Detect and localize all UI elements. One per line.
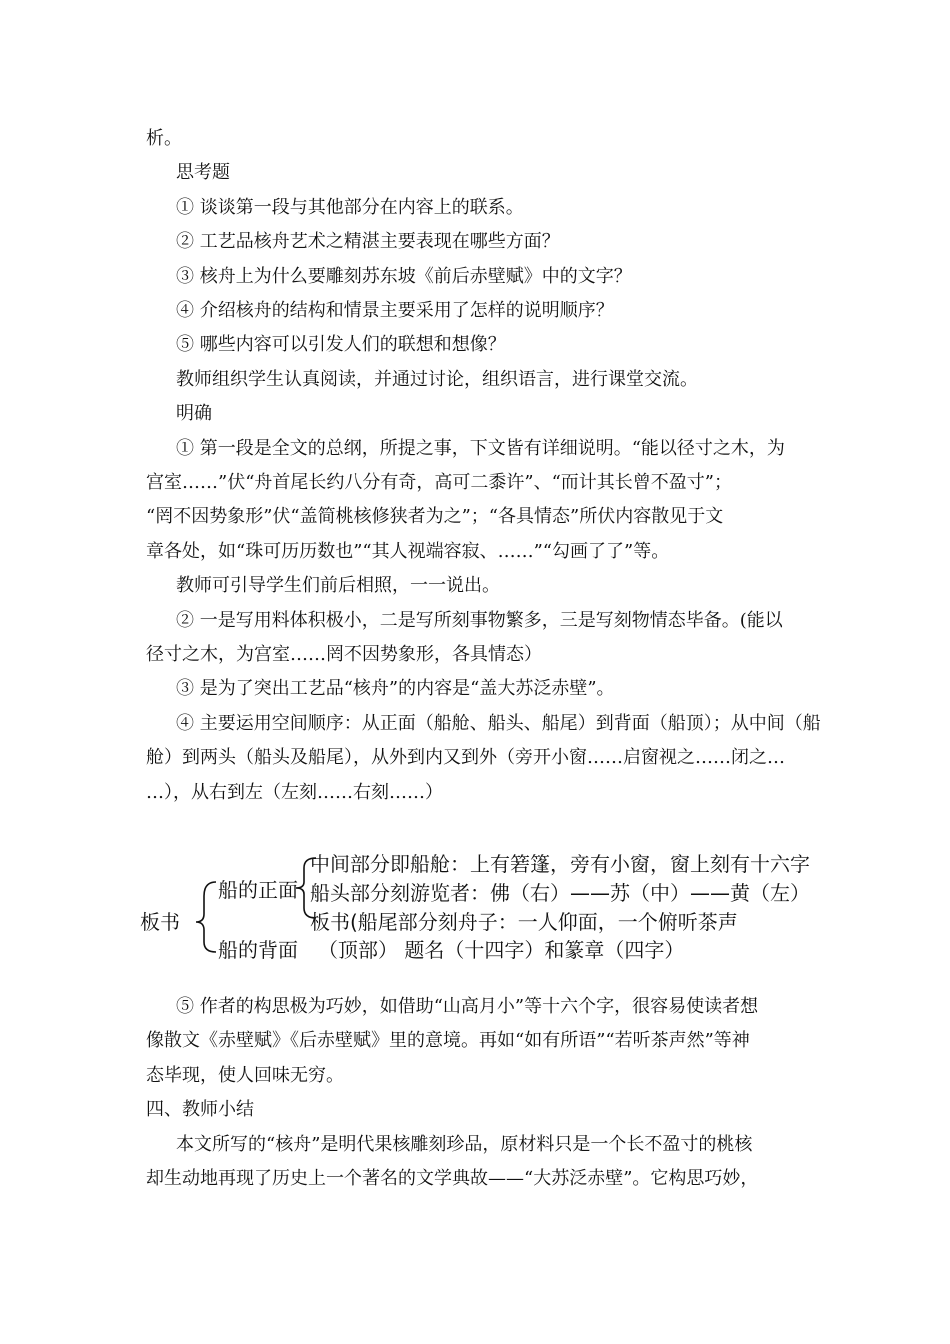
outer-brace: [196, 882, 216, 952]
board-back-item: （顶部） 题名（十四字）和篆章（四字）: [318, 938, 685, 962]
board-front-item: 板书(船尾部分刻舟子：一人仰面，一个俯听茶声: [310, 910, 738, 934]
board-front-label: 船的正面: [218, 878, 298, 902]
text-line: ① 第一段是全文的总纲，所提之事，下文皆有详细说明。“能以径寸之木，为: [176, 437, 785, 459]
text-line: ⑤ 哪些内容可以引发人们的联想和想像？: [176, 334, 506, 356]
board-title: 板书: [140, 910, 180, 934]
text-line: ④ 主要运用空间顺序：从正面（船舱、船头、船尾）到背面（船顶）；从中间（船: [176, 712, 821, 734]
text-line: 析。: [146, 128, 182, 149]
text-line: 舱）到两头（船头及船尾），从外到内又到外（旁开小窗……启窗视之……闭之…: [146, 747, 785, 769]
text-line: 径寸之木，为宫室……罔不因势象形，各具情态）: [146, 644, 542, 665]
text-line: ③ 核舟上为什么要雕刻苏东坡《前后赤壁赋》中的文字？: [176, 265, 632, 287]
text-line: 章各处，如“珠可历历数也”“其人视端容寂、……”“勾画了了”等。: [146, 540, 670, 562]
text-line: “罔不因势象形”伏“盖简桃核修狭者为之”；“各具情态”所伏内容散见于文: [146, 506, 724, 528]
text-line: 思考题: [176, 162, 230, 184]
text-line: ⑤ 作者的构思极为巧妙，如借助“山高月小”等十六个字，很容易使读者想: [176, 996, 759, 1017]
board-front-item: 中间部分即船舱：上有箬篷，旁有小窗，窗上刻有十六字: [310, 852, 810, 876]
text-line: …），从右到左（左刻……右刻……）: [146, 781, 443, 803]
text-line: ② 工艺品核舟艺术之精湛主要表现在哪些方面？: [176, 231, 560, 253]
text-line: 教师可引导学生们前后相照，一一说出。: [176, 575, 500, 597]
text-line: 明确: [176, 403, 212, 425]
text-line: ② 一是写用料体积极小，二是写所刻事物繁多，三是写刻物情态毕备。(能以: [176, 609, 783, 631]
board-front-item: 船头部分刻游览者：佛（右）——苏（中）——黄（左）: [310, 881, 810, 905]
text-line: 四、教师小结: [146, 1099, 254, 1121]
text-line: ① 谈谈第一段与其他部分在内容上的联系。: [176, 196, 524, 218]
text-line: ③ 是为了突出工艺品“核舟”的内容是“盖大苏泛赤壁”。: [176, 678, 615, 700]
board-back-label: 船的背面: [218, 938, 298, 962]
board-diagram: [140, 852, 840, 964]
text-line: 却生动地再现了历史上一个著名的文学典故——“大苏泛赤壁”。它构思巧妙，: [146, 1168, 759, 1189]
text-line: ④ 介绍核舟的结构和情景主要采用了怎样的说明顺序？: [176, 300, 614, 321]
text-line: 像散文《赤壁赋》《后赤壁赋》里的意境。再如“如有所语”“若听茶声然”等神: [146, 1030, 750, 1052]
text-line: 本文所写的“核舟”是明代果核雕刻珍品，原材料只是一个长不盈寸的桃核: [176, 1133, 753, 1155]
text-line: 态毕现，使人回味无穷。: [146, 1064, 344, 1086]
text-line: 宫室……”伏“舟首尾长约八分有奇，高可二黍许”、“而计其长曾不盈寸”；: [146, 472, 733, 493]
text-line: 教师组织学生认真阅读，并通过讨论，组织语言，进行课堂交流。: [176, 368, 698, 390]
